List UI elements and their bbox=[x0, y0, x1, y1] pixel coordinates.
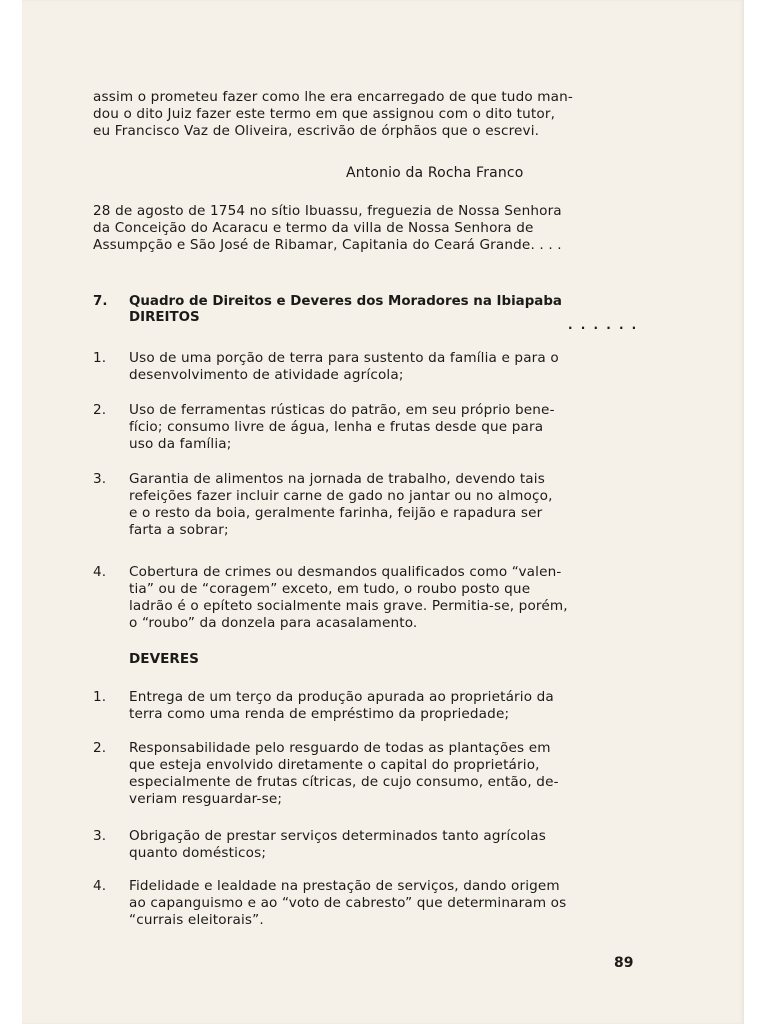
signature: Antonio da Rocha Franco bbox=[346, 165, 524, 181]
heading-dots: . . . . . . bbox=[568, 318, 639, 332]
item-line: veriam resguardar-se; bbox=[129, 791, 283, 807]
item-line: uso da família; bbox=[129, 436, 232, 452]
intro-line-1: assim o prometeu fazer como lhe era encarregado de que tudo man- bbox=[93, 89, 573, 105]
item-line: desenvolvimento de atividade agrícola; bbox=[129, 367, 404, 383]
intro-paragraph bbox=[93, 89, 639, 140]
item-line: ao capanguismo e ao “voto de cabresto” que determinaram os bbox=[129, 895, 567, 911]
item-line: quanto domésticos; bbox=[129, 845, 267, 861]
item-line: que esteja envolvido diretamente o capital do proprietário, bbox=[129, 757, 540, 773]
item-line: e o resto da boia, geralmente farinha, feijão e rapadura ser bbox=[129, 505, 543, 521]
section-number: 7. bbox=[93, 294, 108, 309]
item-number: 4. bbox=[93, 878, 107, 894]
item-number: 4. bbox=[93, 564, 107, 580]
record-line-2: da Conceição do Acaracu e termo da villa de Nossa Senhora de bbox=[93, 220, 534, 236]
intro-line-2: dou o dito Juiz fazer este termo em que assignou com o dito tutor, bbox=[93, 106, 556, 122]
item-line: ladrão é o epíteto socialmente mais grave. Permitia-se, porém, bbox=[129, 598, 568, 614]
item-line: especialmente de frutas cítricas, de cujo consumo, então, de- bbox=[129, 774, 559, 790]
item-line: terra como uma renda de empréstimo da propriedade; bbox=[129, 706, 510, 722]
item-text bbox=[129, 350, 665, 384]
item-number: 2. bbox=[93, 740, 107, 756]
item-number: 3. bbox=[93, 471, 107, 487]
record-paragraph bbox=[93, 203, 653, 254]
item-number: 1. bbox=[93, 689, 107, 705]
record-line-3: Assumpção e São José de Ribamar, Capitania do Ceará Grande. . . . bbox=[93, 237, 562, 253]
item-line: Cobertura de crimes ou desmandos qualificados como “valen- bbox=[129, 564, 562, 580]
item-line: Garantia de alimentos na jornada de trabalho, devendo tais bbox=[129, 471, 545, 487]
item-line: tia” ou de “coragem” exceto, em tudo, o roubo posto que bbox=[129, 581, 531, 597]
item-line: “currais eleitorais”. bbox=[129, 912, 264, 928]
item-text bbox=[129, 740, 665, 808]
page-number: 89 bbox=[614, 955, 634, 971]
item-line: Entrega de um terço da produção apurada ao proprietário da bbox=[129, 689, 554, 705]
item-text bbox=[129, 878, 665, 929]
item-line: Uso de uma porção de terra para sustento da família e para o bbox=[129, 350, 559, 366]
item-text bbox=[129, 564, 665, 632]
item-line: fício; consumo livre de água, lenha e frutas desde que para bbox=[129, 419, 544, 435]
item-text bbox=[129, 689, 665, 723]
item-text bbox=[129, 828, 665, 862]
section-title: Quadro de Direitos e Deveres dos Moradores na Ibiapaba bbox=[129, 294, 562, 309]
item-number: 1. bbox=[93, 350, 107, 366]
intro-line-3: eu Francisco Vaz de Oliveira, escrivão de órphãos que o escrevi. bbox=[93, 123, 540, 139]
duties-heading: DEVERES bbox=[129, 651, 199, 667]
rights-heading: DIREITOS bbox=[129, 310, 200, 325]
item-number: 2. bbox=[93, 402, 107, 418]
record-line-1: 28 de agosto de 1754 no sítio Ibuassu, freguezia de Nossa Senhora bbox=[93, 203, 562, 219]
item-text bbox=[129, 402, 665, 453]
item-line: farta a sobrar; bbox=[129, 522, 229, 538]
item-text bbox=[129, 471, 665, 539]
item-line: Responsabilidade pelo resguardo de todas as plantações em bbox=[129, 740, 551, 756]
item-line: Obrigação de prestar serviços determinados tanto agrícolas bbox=[129, 828, 546, 844]
item-line: refeições fazer incluir carne de gado no jantar ou no almoço, bbox=[129, 488, 553, 504]
item-number: 3. bbox=[93, 828, 107, 844]
item-line: Uso de ferramentas rústicas do patrão, em seu próprio bene- bbox=[129, 402, 555, 418]
book-page bbox=[22, 0, 744, 1024]
item-line: o “roubo” da donzela para acasalamento. bbox=[129, 615, 418, 631]
item-line: Fidelidade e lealdade na prestação de serviços, dando origem bbox=[129, 878, 560, 894]
